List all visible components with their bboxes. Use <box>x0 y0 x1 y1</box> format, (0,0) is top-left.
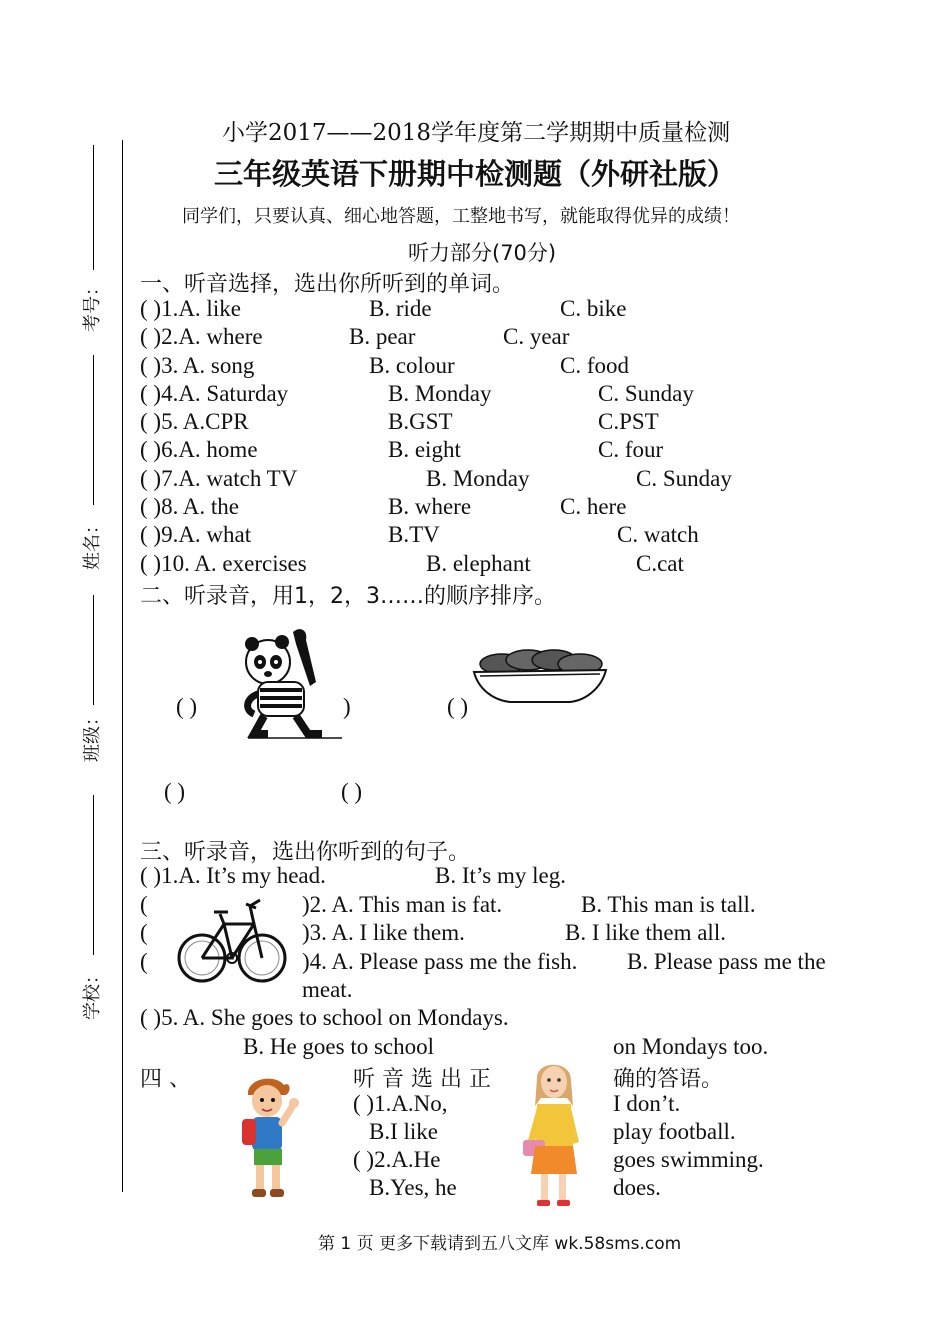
s1-q5-a: ( )5. A.CPR <box>140 409 249 434</box>
s4-q2-c: goes swimming. <box>613 1147 764 1172</box>
s3-q3-open: ( <box>140 920 148 945</box>
section4-heading-part1: 四 、 <box>140 1067 191 1092</box>
page-footer: 第 1 页 更多下载请到五八文库 wk.58sms.com <box>318 1234 682 1254</box>
s3-q3-b: B. I like them all. <box>565 920 726 945</box>
s1-q7-a: ( )7.A. watch TV <box>140 466 298 491</box>
s1-q1-b: B. ride <box>369 296 432 321</box>
s3-q2: )2. A. This man is fat. <box>302 892 503 917</box>
exam-no-underline <box>93 145 94 270</box>
s3-q5-c: on Mondays too. <box>613 1034 769 1059</box>
order-blank-3[interactable]: ( ) <box>447 694 469 719</box>
exam-subtitle: 小学2017——2018学年度第二学期期中质量检测 <box>222 120 731 146</box>
page-title: 三年级英语下册期中检测题（外研社版） <box>214 157 737 191</box>
s4-q2-d: does. <box>613 1175 661 1200</box>
class-label: 班级： <box>82 708 103 762</box>
s4-q1-d: play football. <box>613 1119 736 1144</box>
order-blank-1[interactable]: ( ) <box>176 694 198 719</box>
encouragement-text: 同学们，只要认真、细心地答题，工整地书写，就能取得优异的成绩！ <box>182 206 740 227</box>
binding-line <box>122 140 123 1192</box>
section4-heading-part3: 确的答语。 <box>613 1067 724 1092</box>
s1-q8-a: ( )8. A. the <box>140 494 240 519</box>
s4-q1-c: I don’t. <box>613 1091 681 1116</box>
order-blank-4[interactable]: ( ) <box>164 779 186 804</box>
school-underline <box>93 795 94 955</box>
s1-q2-b: B. pear <box>349 324 416 349</box>
name-underline <box>93 355 94 505</box>
exam-no-label: 考号： <box>82 278 103 332</box>
s1-q3-a: ( )3. A. song <box>140 353 255 378</box>
fish-dish-image <box>470 642 610 706</box>
s1-q9-a: ( )9.A. what <box>140 522 252 547</box>
s3-q1-b: B. It’s my leg. <box>435 863 566 888</box>
s4-q1-b: B.I like <box>369 1119 438 1144</box>
s4-q1: ( )1.A.No, <box>353 1091 448 1116</box>
s1-q6-b: B. eight <box>388 437 461 462</box>
s1-q10-c: C.cat <box>636 551 684 576</box>
s3-q5-b: B. He goes to school <box>243 1034 435 1059</box>
class-underline <box>93 595 94 705</box>
s1-q8-c: C. here <box>560 494 627 519</box>
s3-q4-b: B. Please pass me the <box>627 949 826 974</box>
section3-heading: 三、听录音，选出你听到的句子。 <box>140 840 471 865</box>
girl-with-handbag-image <box>515 1058 595 1210</box>
section2-heading: 二、听录音，用1，2，3……的顺序排序。 <box>140 584 556 609</box>
bicycle-image <box>176 894 288 986</box>
s4-q2: ( )2.A.He <box>353 1147 441 1172</box>
s1-q1-c: C. bike <box>560 296 627 321</box>
order-blank-2[interactable]: ) <box>343 694 351 719</box>
s1-q4-a: ( )4.A. Saturday <box>140 381 289 406</box>
s3-q3: )3. A. I like them. <box>302 920 465 945</box>
s3-q2-b: B. This man is tall. <box>581 892 756 917</box>
s1-q6-c: C. four <box>598 437 664 462</box>
name-label: 姓名： <box>82 516 103 570</box>
s1-q7-b: B. Monday <box>426 466 530 491</box>
school-label: 学校： <box>82 966 103 1020</box>
s1-q5-c: C.PST <box>598 409 659 434</box>
s3-q2-open: ( <box>140 892 148 917</box>
s1-q5-b: B.GST <box>388 409 453 434</box>
order-blank-5[interactable]: ( ) <box>341 779 363 804</box>
s1-q10-a: ( )10. A. exercises <box>140 551 307 576</box>
s1-q7-c: C. Sunday <box>636 466 732 491</box>
s1-q8-b: B. where <box>388 494 472 519</box>
s1-q2-a: ( )2.A. where <box>140 324 263 349</box>
s1-q10-b: B. elephant <box>426 551 531 576</box>
s3-q4-open: ( <box>140 949 148 974</box>
s1-q9-b: B.TV <box>388 522 440 547</box>
section1-heading: 一、听音选择，选出你所听到的单词。 <box>140 272 515 297</box>
s1-q9-c: C. watch <box>617 522 699 547</box>
panda-exercising-image <box>238 622 348 740</box>
s1-q3-b: B. colour <box>369 353 455 378</box>
s1-q4-c: C. Sunday <box>598 381 694 406</box>
listening-part-heading: 听力部分(70分) <box>408 241 557 265</box>
boy-with-backpack-image <box>234 1073 304 1203</box>
s1-q1-a: ( )1.A. like <box>140 296 241 321</box>
s1-q2-c: C. year <box>503 324 570 349</box>
s3-q4: )4. A. Please pass me the fish. <box>302 949 578 974</box>
s1-q3-c: C. food <box>560 353 629 378</box>
s3-q5: ( )5. A. She goes to school on Mondays. <box>140 1005 509 1030</box>
s3-q1: ( )1.A. It’s my head. <box>140 863 326 888</box>
s3-q4-c: meat. <box>302 977 353 1002</box>
s1-q4-b: B. Monday <box>388 381 492 406</box>
s4-q2-b: B.Yes, he <box>369 1175 457 1200</box>
section4-heading-part2: 听 音 选 出 正 <box>353 1067 491 1092</box>
s1-q6-a: ( )6.A. home <box>140 437 258 462</box>
